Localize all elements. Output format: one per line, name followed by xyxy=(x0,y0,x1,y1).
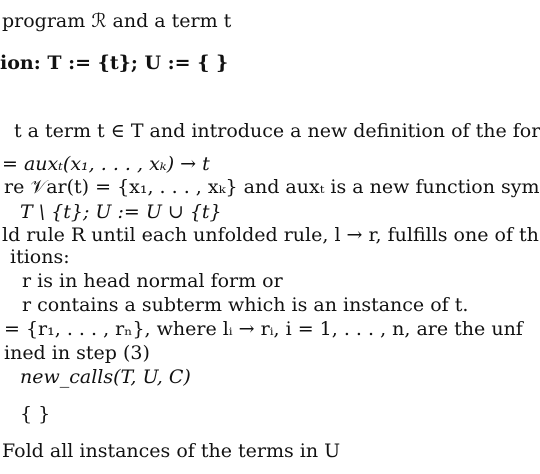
subterm-instance-line: r contains a subterm which is an instance of t. xyxy=(22,294,469,316)
rhs-set-line: = {r₁, . . . , rₙ}, where lᵢ → rᵢ, i = 1, . . . , n, are the unf xyxy=(4,318,523,340)
conditions-line: itions: xyxy=(10,246,70,268)
head-normal-form-line: r is in head normal form or xyxy=(22,270,283,292)
input-line: program ℛ and a term t xyxy=(2,10,232,32)
new-calls-line: new_calls(T, U, C) xyxy=(20,366,191,388)
step-reference-line: ined in step (3) xyxy=(4,342,150,364)
update-sets-line: T \ {t}; U := U ∪ {t} xyxy=(20,201,222,223)
empty-set-line: { } xyxy=(20,403,51,425)
fold-instances-line: Fold all instances of the terms in U xyxy=(2,440,341,462)
var-definition-line: re 𝒱ar(t) = {x₁, . . . , xₖ} and auxₜ is a new function sym xyxy=(4,176,540,198)
new-definition-line: = auxₜ(x₁, . . . , xₖ) → t xyxy=(2,153,210,175)
select-term-line: t a term t ∈ T and introduce a new definition of the for xyxy=(14,120,540,142)
initialization-line: ion: T := {t}; U := { } xyxy=(0,52,229,74)
unfold-rule-line: ld rule R until each unfolded rule, l → r, fulfills one of th xyxy=(2,224,539,246)
